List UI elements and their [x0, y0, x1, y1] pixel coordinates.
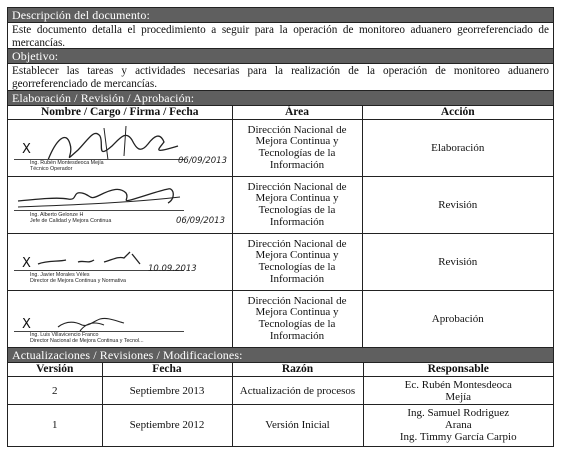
- version-cell: 1: [8, 405, 102, 446]
- signature-date: 06/09/2013: [176, 216, 225, 226]
- fecha-cell: Septiembre 2013: [102, 377, 232, 405]
- updates-table: [8, 363, 553, 446]
- signature-mark: X: [22, 317, 31, 332]
- signature-cell: [8, 177, 232, 234]
- column-header-razon: Razón: [232, 363, 363, 377]
- area-line: Mejora Continua y: [255, 306, 339, 319]
- accion-cell: Revisión: [362, 234, 553, 291]
- area-line: Información: [269, 158, 325, 171]
- responsable-line: Ing. Timmy García Carpio: [399, 431, 517, 444]
- area-line: Tecnologías de la: [258, 147, 336, 159]
- area-line: Mejora Continua y: [255, 135, 339, 148]
- area-line: Información: [269, 329, 325, 342]
- table-row: [8, 377, 553, 405]
- responsable-line: Ec. Rubén Montesdeoca: [404, 378, 512, 391]
- razon-cell: Actualización de procesos: [232, 377, 363, 405]
- accion-cell: Revisión: [362, 177, 553, 234]
- responsable-cell: [363, 377, 553, 405]
- column-header-fecha: Fecha: [102, 363, 232, 377]
- area-line: Tecnologías de la: [258, 261, 336, 273]
- responsable-cell: [363, 405, 553, 446]
- area-line: Mejora Continua y: [255, 192, 339, 205]
- signature-cell: [8, 120, 232, 177]
- responsable-line: Arana: [444, 419, 472, 432]
- fecha-cell: Septiembre 2012: [102, 405, 232, 446]
- area-cell: [232, 234, 362, 291]
- signature-date: 06/09/2013: [178, 156, 227, 166]
- section-header-objetivo: Objetivo:: [8, 49, 553, 64]
- approval-table: [8, 106, 553, 347]
- approval-row: [8, 120, 553, 177]
- accion-cell: Elaboración: [362, 120, 553, 177]
- area-cell: [232, 120, 362, 177]
- signer-cargo: Director Nacional de Mejora Continua y Tecnol...: [30, 338, 144, 344]
- column-header-area: Área: [232, 106, 362, 120]
- signature-mark: X: [22, 256, 31, 271]
- area-line: Mejora Continua y: [255, 249, 339, 262]
- signer-cargo: Director de Mejora Continua y Normativa: [30, 278, 126, 284]
- responsable-line: Mejía: [445, 390, 472, 403]
- column-header-accion: Acción: [362, 106, 553, 120]
- area-cell: [232, 177, 362, 234]
- section-header-elaboracion: Elaboración / Revisión / Aprobación:: [8, 91, 553, 106]
- responsable-line: Ing. Samuel Rodriguez: [407, 407, 510, 420]
- area-line: Dirección Nacional de: [247, 180, 347, 193]
- version-cell: 2: [8, 377, 102, 405]
- signature-date: 10.09.2013: [148, 264, 197, 274]
- signer-name: Ing. Luis Villavicencio Franco: [30, 332, 99, 338]
- area-line: Dirección Nacional de: [247, 237, 347, 250]
- area-line: Dirección Nacional de: [247, 294, 347, 307]
- signer-cargo: Técnico Operador: [30, 166, 73, 172]
- approval-row: [8, 234, 553, 291]
- signature-line: [14, 210, 184, 211]
- area-line: Información: [269, 215, 325, 228]
- section-header-descripcion: Descripción del documento:: [8, 8, 553, 23]
- signer-name: Ing. Alberto Gelonze H: [30, 212, 84, 218]
- signature-mark: X: [22, 142, 31, 157]
- approval-row: [8, 291, 553, 348]
- column-header-version: Versión: [8, 363, 102, 377]
- razon-cell: Versión Inicial: [232, 405, 363, 446]
- section-header-actualizaciones: Actualizaciones / Revisiones / Modificaciones:: [8, 347, 553, 363]
- accion-cell: Aprobación: [362, 291, 553, 348]
- area-line: Dirección Nacional de: [247, 123, 347, 136]
- column-header-responsable: Responsable: [363, 363, 553, 377]
- table-row: [8, 405, 553, 446]
- area-line: Información: [269, 272, 325, 285]
- signer-cargo: Jefe de Calidad y Mejora Continua: [30, 218, 112, 224]
- column-header-nombre: Nombre / Cargo / Firma / Fecha: [8, 106, 232, 120]
- descripcion-text: Este documento detalla el procedimiento a seguir para la operación de monitoreo aduanero georreferenciado de mercancías.: [8, 23, 553, 49]
- signature-cell: [8, 291, 232, 348]
- signer-name: Ing. Javier Morales Véles: [30, 272, 90, 278]
- area-line: Tecnologías de la: [258, 204, 336, 216]
- approval-row: [8, 177, 553, 234]
- signature-cell: [8, 234, 232, 291]
- area-cell: [232, 291, 362, 348]
- document-frame: [7, 7, 554, 447]
- signer-name: Ing. Rubén Montesdeoca Mejía: [30, 160, 104, 166]
- area-line: Tecnologías de la: [258, 318, 336, 330]
- objetivo-text: Establecer las tareas y actividades necesarias para la realización de la operación de monitoreo aduanero georreferenciado de mercancías.: [8, 64, 553, 91]
